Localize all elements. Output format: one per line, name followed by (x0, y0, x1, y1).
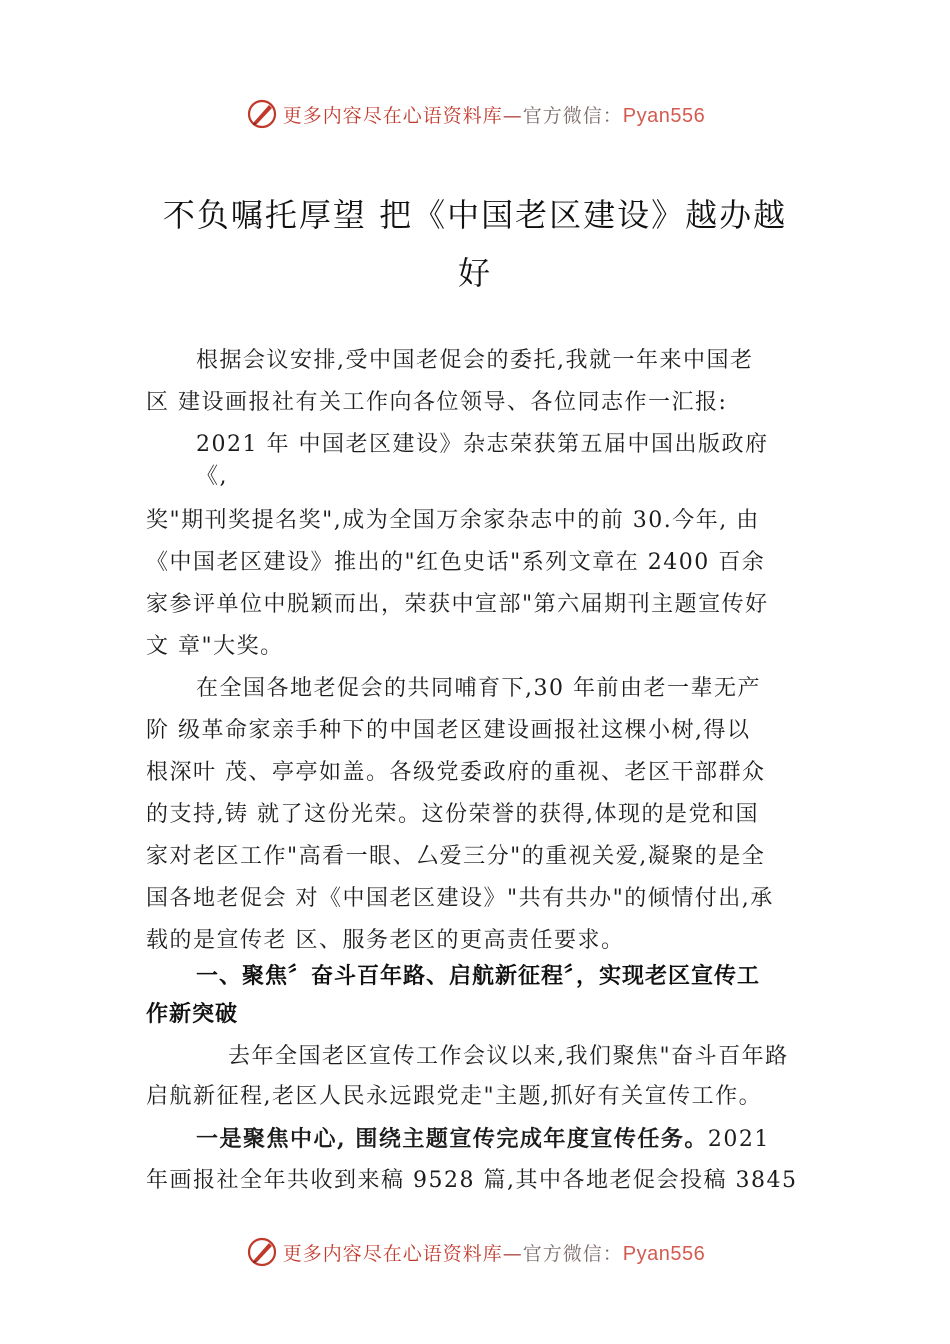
body-line: 《, (196, 464, 228, 489)
body-line: 启航新征程,老区人民永远跟党走"主题,抓好有关宣传工作。 (146, 1084, 763, 1109)
banner-prefix: 更多内容尽在心语资料库 (282, 104, 503, 127)
banner-label: 官方微信： (522, 104, 623, 127)
title-line-2: 好 (457, 254, 492, 292)
section-heading: 一、聚焦〞奋斗百年路、启航新征程〞，实现老区宣传工 (196, 964, 761, 989)
body-line: 文 章"大奖。 (146, 634, 284, 659)
body-line: 2021 年 中国老区建设》杂志荣获第五届中国出版政府 (196, 432, 769, 457)
banner-separator: — (502, 104, 523, 127)
footer-banner (0, 1232, 950, 1272)
section-heading: 作新突破 (146, 1002, 239, 1027)
bold-lead: 一是聚焦中心, 围绕主题宣传完成年度宣传任务。 (196, 1126, 708, 1152)
body-line: 家参评单位中脱颖而出，荣获中宣部"第六届期刊主题宣传好 (146, 592, 769, 617)
title-line-1: 不负嘱托厚望 把《中国老区建设》越办越 (162, 196, 788, 234)
body-line: 去年全国老区宣传工作会议以来,我们聚焦"奋斗百年路 (228, 1044, 789, 1069)
body-line: 载的是宣传老 区、服务老区的更高责任要求。 (146, 928, 625, 953)
body-line: 的支持,铸 就了这份光荣。这份荣誉的获得,体现的是党和国 (146, 802, 759, 827)
body-line (196, 1124, 770, 1155)
body-line: 奖"期刊奖提名奖",成为全国万余家杂志中的前 30.今年, 由 (146, 508, 760, 533)
banner-wechat-id: Pyan556 (622, 104, 706, 127)
banner-separator: — (502, 1242, 523, 1265)
body-line: 阶 级革命家亲手种下的中国老区建设画报社这棵小树,得以 (146, 718, 751, 743)
banner-prefix: 更多内容尽在心语资料库 (282, 1242, 503, 1265)
body-line: 根深叶 茂、亭亭如盖。各级党委政府的重视、老区干部群众 (146, 760, 766, 785)
banner-text (283, 101, 706, 128)
body-line: 年画报社全年共收到来稿 9528 篇,其中各地老促会投稿 3845 (146, 1168, 798, 1193)
quill-logo-icon (245, 1235, 279, 1269)
body-line: 区 建设画报社有关工作向各位领导、各位同志作一汇报: (146, 390, 728, 415)
banner-wechat-id: Pyan556 (622, 1242, 706, 1265)
banner-text (283, 1239, 706, 1266)
body-line: 国各地老促会 对《中国老区建设》"共有共办"的倾情付出,承 (146, 886, 774, 911)
body-line: 《中国老区建设》推出的"红色史话"系列文章在 2400 百余 (146, 550, 766, 575)
document-title (140, 186, 810, 302)
body-line: 在全国各地老促会的共同哺育下,30 年前由老一辈无产 (196, 676, 761, 701)
body-line: 家对老区工作"高看一眼、厶爱三分"的重视关爱,凝聚的是全 (146, 844, 766, 869)
quill-logo-icon (245, 97, 279, 131)
body-text: 2021 (707, 1127, 770, 1152)
body-line: 根据会议安排,受中国老促会的委托,我就一年来中国老 (196, 348, 754, 373)
banner-label: 官方微信： (522, 1242, 623, 1265)
header-banner (0, 94, 950, 134)
